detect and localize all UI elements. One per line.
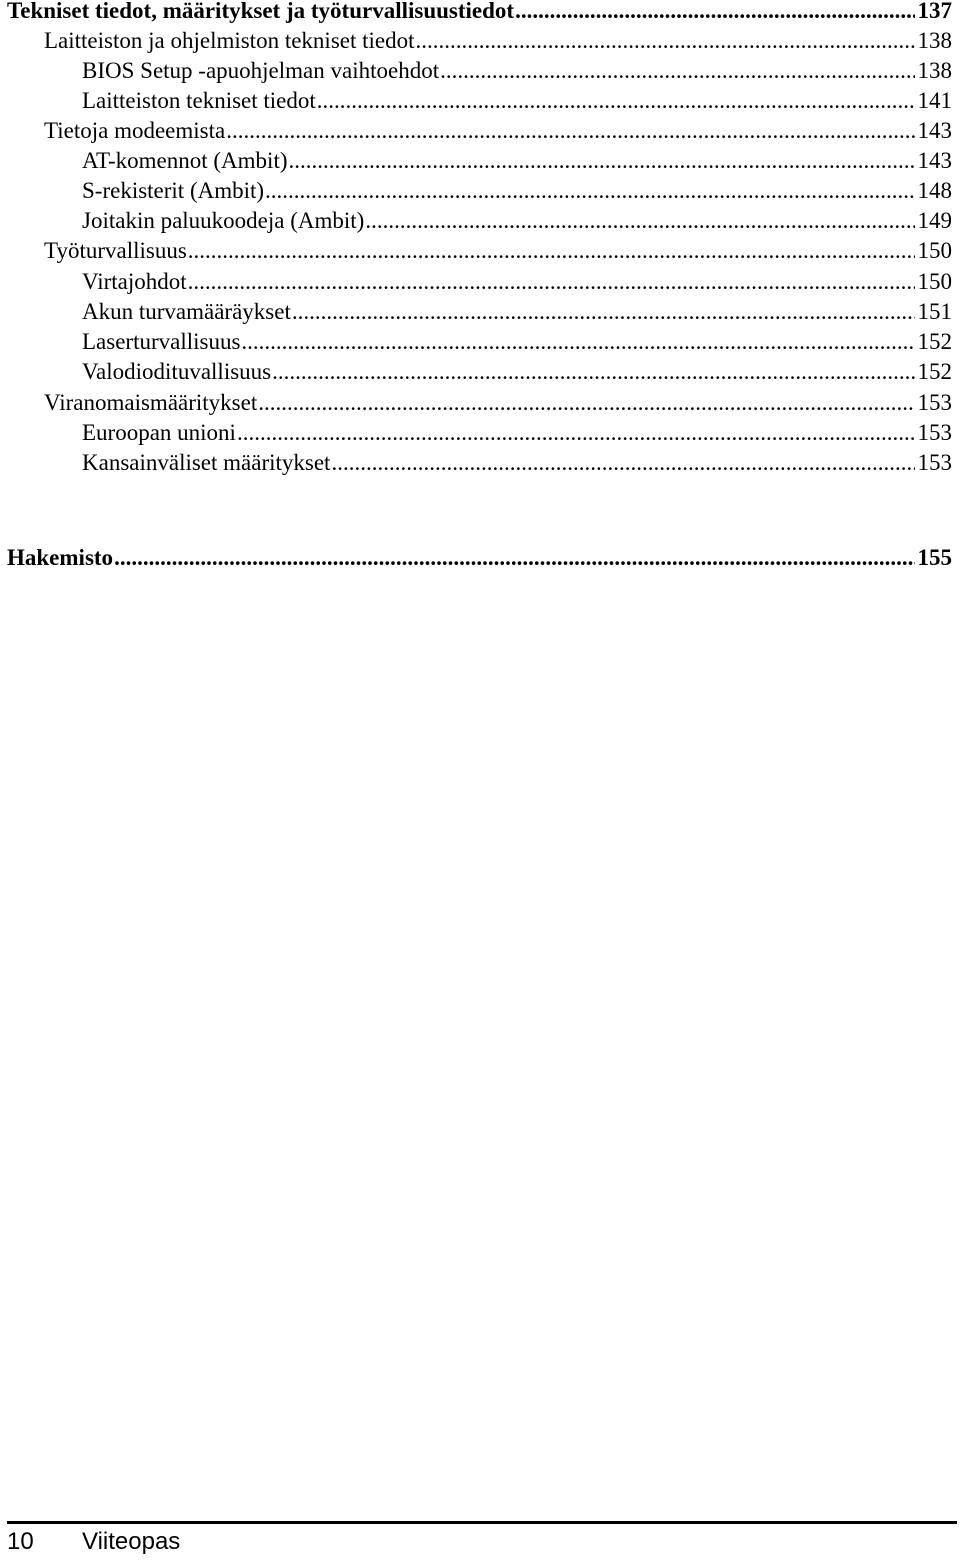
toc-entry-title: AT-komennot (Ambit)	[82, 148, 288, 173]
toc-leader-dots	[515, 0, 914, 26]
toc-entry-title: Laitteiston ja ohjelmiston tekniset tiedot	[44, 28, 415, 53]
toc-leader-dots	[272, 357, 914, 387]
toc-entry[interactable]	[44, 116, 952, 146]
toc-entry[interactable]	[82, 297, 952, 327]
toc-entry[interactable]	[44, 26, 952, 56]
toc-entry-page: 143	[917, 148, 952, 173]
toc-entry-page: 153	[917, 390, 952, 415]
toc-entry-page: 151	[917, 299, 952, 324]
toc-entry-title: Joitakin paluukoodeja (Ambit)	[82, 208, 365, 233]
toc-entry-page: 148	[917, 178, 952, 203]
toc-entry-page: 150	[917, 238, 952, 263]
toc-entry[interactable]	[82, 357, 952, 387]
toc-entry[interactable]	[82, 176, 952, 206]
toc-entry[interactable]	[82, 327, 952, 357]
toc-entry-title: Viranomaismääritykset	[44, 390, 258, 415]
toc-entry-title: S-rekisterit (Ambit)	[82, 178, 265, 203]
toc-entry[interactable]	[82, 56, 952, 86]
toc-leader-dots	[440, 56, 914, 86]
toc-entry-title: Laitteiston tekniset tiedot	[82, 88, 316, 113]
toc-entry-title: Tietoja modeemista	[44, 118, 226, 143]
toc-entry-page: 155	[917, 545, 952, 570]
toc-entry-page: 150	[917, 269, 952, 294]
footer-document-title: Viiteopas	[82, 1528, 181, 1555]
toc-entry[interactable]	[44, 236, 952, 266]
toc-leader-dots	[265, 176, 914, 206]
toc-leader-dots	[292, 297, 915, 327]
toc-leader-dots	[331, 448, 914, 478]
toc-entry[interactable]	[7, 543, 952, 573]
toc-entry[interactable]	[44, 388, 952, 418]
toc-entry-page: 153	[917, 420, 952, 445]
toc-leader-dots	[188, 236, 915, 266]
toc-leader-dots	[365, 206, 914, 236]
toc-entry-title: Laserturvallisuus	[82, 329, 241, 354]
toc-leader-dots	[289, 146, 915, 176]
toc-entry-title: Valodiodituvallisuus	[82, 359, 272, 384]
toc-entry[interactable]	[82, 448, 952, 478]
toc-entry[interactable]	[82, 267, 952, 297]
toc-leader-dots	[226, 116, 914, 146]
toc-entry[interactable]	[82, 146, 952, 176]
toc-entry-page: 143	[917, 118, 952, 143]
toc-entry-page: 138	[917, 58, 952, 83]
toc-entry-title: Kansainväliset määritykset	[82, 450, 331, 475]
toc-entry-title: Hakemisto	[7, 545, 114, 570]
toc-leader-dots	[258, 388, 914, 418]
toc-entry-title: Akun turvamääräykset	[82, 299, 291, 324]
toc-leader-dots	[241, 327, 914, 357]
toc-entry-title: BIOS Setup -apuohjelman vaihtoehdot	[82, 58, 440, 83]
toc-entry-page: 141	[917, 88, 952, 113]
toc-entry-title: Tekniset tiedot, määritykset ja työturvallisuustiedot	[7, 0, 515, 23]
toc-entry[interactable]	[82, 206, 952, 236]
toc-leader-dots	[188, 267, 915, 297]
toc-entry-title: Työturvallisuus	[44, 238, 187, 263]
toc-entry-page: 152	[917, 359, 952, 384]
toc-entry[interactable]	[82, 418, 952, 448]
toc-leader-dots	[237, 418, 915, 448]
toc-entry[interactable]	[82, 86, 952, 116]
toc-leader-dots	[416, 26, 915, 56]
toc-leader-dots	[114, 543, 914, 573]
toc-entry-page: 138	[917, 28, 952, 53]
toc-entry-page: 149	[917, 208, 952, 233]
toc-leader-dots	[317, 86, 915, 116]
toc-entry[interactable]	[7, 0, 952, 26]
toc-entry-title: Virtajohdot	[82, 269, 187, 294]
toc-entry-page: 153	[917, 450, 952, 475]
toc-entry-page: 152	[917, 329, 952, 354]
footer-divider	[7, 1521, 957, 1524]
footer-page-number: 10	[7, 1528, 34, 1555]
toc-entry-title: Euroopan unioni	[82, 420, 236, 445]
toc-entry-page: 137	[917, 0, 952, 23]
